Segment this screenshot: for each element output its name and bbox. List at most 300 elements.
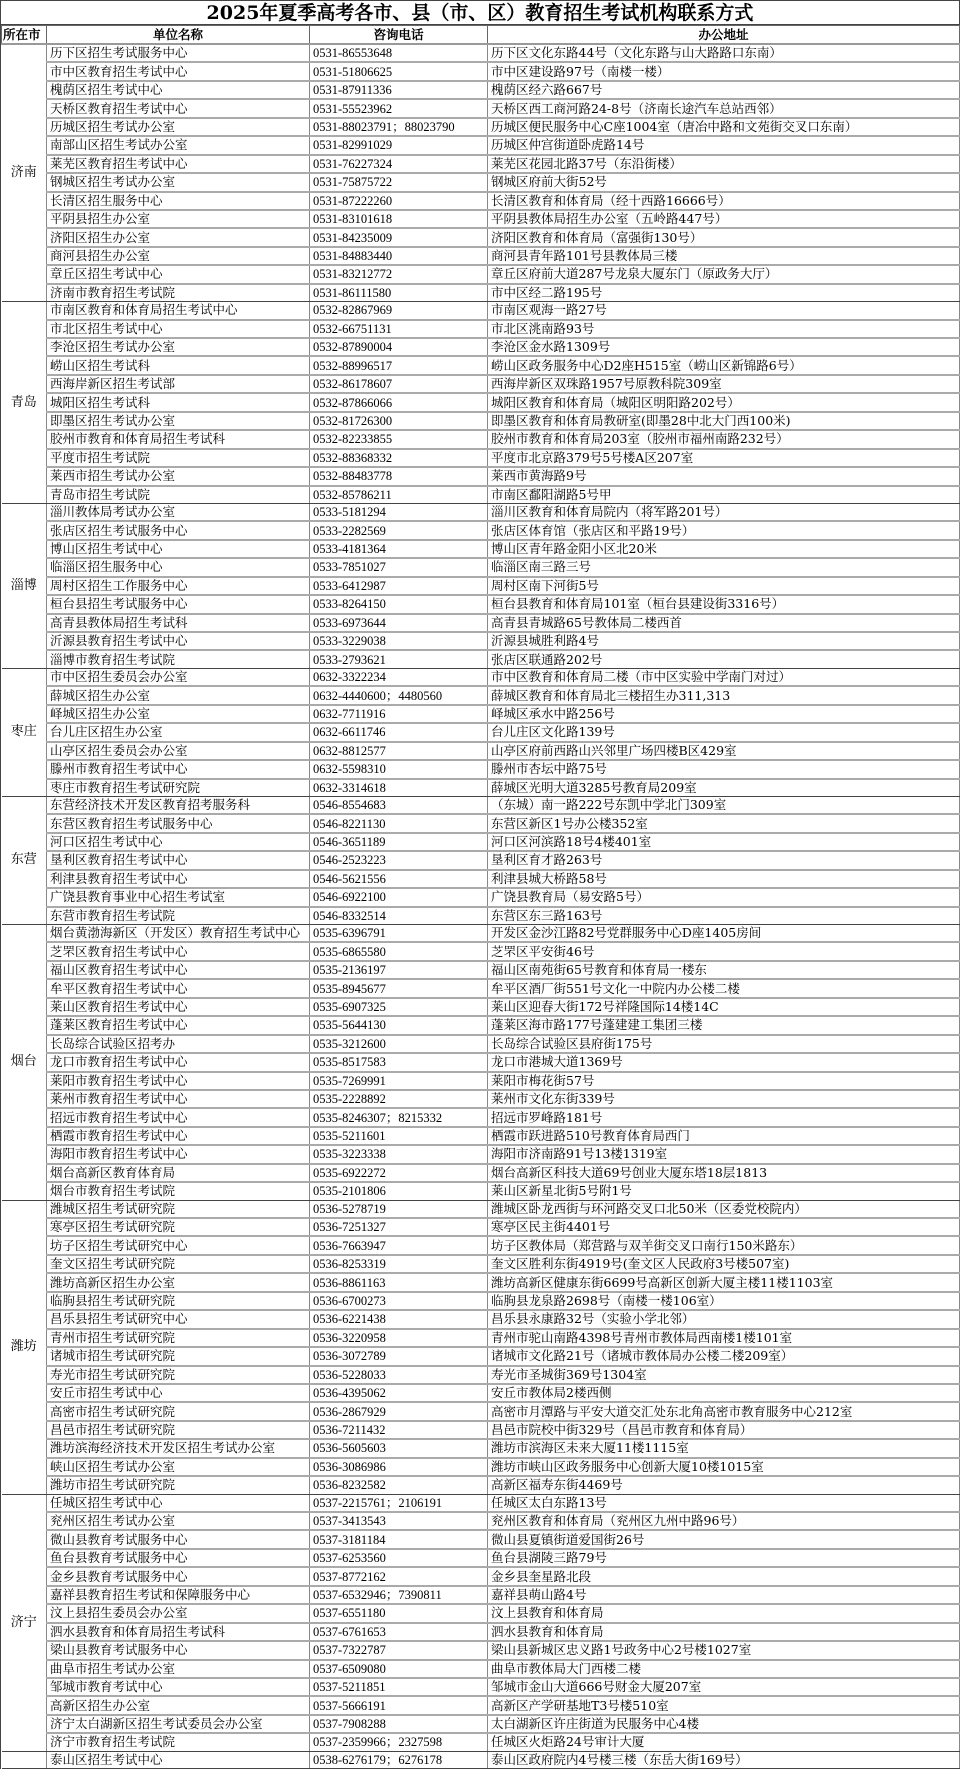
phone-cell: 0535-6907325 [310,998,488,1016]
phone-cell: 0531-87911336 [310,81,488,99]
unit-name-cell: 莱芜区教育招生考试中心 [47,155,310,173]
address-cell: （东城）南一路222号东凯中学北门309室 [488,796,960,814]
phone-cell: 0536-8253319 [310,1255,488,1273]
table-body [2,44,960,1769]
unit-name-cell: 嘉祥县教育招生考试和保障服务中心 [47,1586,310,1604]
unit-name-cell: 河口区招生考试中心 [47,833,310,851]
phone-cell: 0531-82991029 [310,136,488,154]
phone-cell: 0546-8554683 [310,796,488,814]
table-row [2,577,960,595]
phone-cell: 0533-6973644 [310,614,488,632]
city-cell: 枣庄 [2,668,47,796]
address-cell: 博山区青年路金阳小区北20米 [488,540,960,558]
unit-name-cell: 寒亭区招生考试研究院 [47,1218,310,1236]
phone-cell: 0536-7663947 [310,1236,488,1254]
address-cell: 商河县青年路101号县教体局三楼 [488,247,960,265]
phone-cell: 0531-55523962 [310,99,488,117]
phone-cell: 0535-2101806 [310,1182,488,1200]
unit-name-cell: 平阴县招生办公室 [47,210,310,228]
table-row [2,228,960,246]
table-row [2,1145,960,1163]
table-row [2,1310,960,1328]
table-row [2,265,960,283]
phone-cell: 0537-2215761；2106191 [310,1494,488,1512]
address-cell: 兖州区教育和体育局（兖州区九州中路96号） [488,1512,960,1530]
phone-cell: 0533-5181294 [310,503,488,521]
unit-name-cell: 邹城市教育考试中心 [47,1678,310,1696]
phone-cell: 0531-75875722 [310,173,488,191]
phone-cell: 0537-2359966；2327598 [310,1733,488,1751]
phone-cell: 0536-3072789 [310,1347,488,1365]
table-row [2,430,960,448]
address-cell: 台儿庄区文化路139号 [488,723,960,741]
table-row [2,62,960,80]
phone-cell: 0537-7908288 [310,1715,488,1733]
phone-cell: 0632-7711916 [310,705,488,723]
address-cell: 李沧区金水路1309号 [488,338,960,356]
table-row [2,1108,960,1126]
city-cell: 济宁 [2,1494,47,1751]
unit-name-cell: 济宁太白湖新区招生考试委员会办公室 [47,1715,310,1733]
unit-name-cell: 长清区招生服务中心 [47,192,310,210]
phone-cell: 0532-82867969 [310,302,488,320]
phone-cell: 0536-7251327 [310,1218,488,1236]
phone-cell: 0536-5605603 [310,1439,488,1457]
unit-name-cell: 峄城区招生办公室 [47,705,310,723]
unit-name-cell: 微山县教育考试服务中心 [47,1530,310,1548]
table-row [2,1053,960,1071]
unit-name-cell: 泰山区招生考试中心 [47,1751,310,1768]
phone-cell: 0538-6276179；6276178 [310,1751,488,1768]
unit-name-cell: 莱西市招生考试办公室 [47,467,310,485]
phone-cell: 0536-5228033 [310,1366,488,1384]
phone-cell: 0546-8332514 [310,907,488,925]
phone-cell: 0537-6761653 [310,1623,488,1641]
table-row [2,1255,960,1273]
unit-name-cell: 历城区招生考试办公室 [47,118,310,136]
address-cell: 胶州市教育和体育局203室（胶州市福州南路232号） [488,430,960,448]
address-cell: 广饶县教育局（易安路5号） [488,888,960,906]
phone-cell: 0531-83212772 [310,265,488,283]
city-cell [2,1751,47,1768]
address-cell: 海阳市济南路91号13楼1319室 [488,1145,960,1163]
phone-cell: 0537-7322787 [310,1641,488,1659]
table-row [2,1549,960,1567]
unit-name-cell: 临朐县招生考试研究院 [47,1292,310,1310]
address-cell: 即墨区教育和体育局教研室(即墨28中北大门西100米) [488,412,960,430]
unit-name-cell: 烟台黄渤海新区（开发区）教育招生考试中心 [47,925,310,943]
phone-cell: 0532-85786211 [310,486,488,504]
address-cell: 诸城市文化路21号（诸城市教体局办公楼二楼209室） [488,1347,960,1365]
address-cell: 任城区火炬路24号审计大厦 [488,1733,960,1751]
address-cell: 潍城区卧龙西街与环河路交叉口北50米（区委党校院内） [488,1200,960,1218]
phone-cell: 0531-86553648 [310,44,488,62]
unit-name-cell: 山亭区招生委员会办公室 [47,742,310,760]
unit-name-cell: 诸城市招生考试研究院 [47,1347,310,1365]
phone-cell: 0533-2282569 [310,521,488,539]
table-row [2,814,960,832]
phone-cell: 0537-6253560 [310,1549,488,1567]
phone-cell: 0532-88483778 [310,467,488,485]
address-cell: 莱阳市梅花街57号 [488,1072,960,1090]
address-cell: 市中区经二路195号 [488,284,960,302]
table-row [2,173,960,191]
phone-cell: 0532-88368332 [310,449,488,467]
unit-name-cell: 桓台县招生考试服务中心 [47,595,310,613]
unit-name-cell: 芝罘区教育招生考试中心 [47,942,310,960]
unit-name-cell: 沂源县教育招生考试中心 [47,632,310,650]
phone-cell: 0632-8812577 [310,742,488,760]
phone-cell: 0537-8772162 [310,1567,488,1585]
phone-cell: 0536-5278719 [310,1200,488,1218]
address-cell: 寒亭区民主街4401号 [488,1218,960,1236]
unit-name-cell: 峡山区招生考试办公室 [47,1458,310,1476]
table-row [2,81,960,99]
unit-name-cell: 福山区教育招生考试中心 [47,961,310,979]
address-cell: 芝罘区平安街46号 [488,942,960,960]
unit-name-cell: 李沧区招生考试办公室 [47,338,310,356]
address-cell: 招远市罗峰路181号 [488,1108,960,1126]
phone-cell: 0531-84883440 [310,247,488,265]
unit-name-cell: 博山区招生考试中心 [47,540,310,558]
table-row [2,796,960,814]
address-cell: 钢城区府前大街52号 [488,173,960,191]
unit-name-cell: 枣庄市教育招生考试研究院 [47,779,310,797]
table-row [2,192,960,210]
address-cell: 历下区文化东路44号（文化东路与山大路路口东南） [488,44,960,62]
unit-name-cell: 鱼台县教育考试服务中心 [47,1549,310,1567]
table-row [2,558,960,576]
table-row [2,1494,960,1512]
phone-cell: 0537-5211851 [310,1678,488,1696]
phone-cell: 0535-5644130 [310,1016,488,1034]
header-city: 所在市 [2,26,47,45]
table-row [2,1641,960,1659]
unit-name-cell: 莱阳市教育招生考试中心 [47,1072,310,1090]
phone-cell: 0537-3413543 [310,1512,488,1530]
unit-name-cell: 台儿庄区招生办公室 [47,723,310,741]
phone-cell: 0536-3220958 [310,1329,488,1347]
phone-cell: 0537-6532946；7390811 [310,1586,488,1604]
address-cell: 高青县青城路65号教体局二楼西首 [488,614,960,632]
table-row [2,1586,960,1604]
address-cell: 微山县夏镇街道爱国街26号 [488,1530,960,1548]
table-row [2,1090,960,1108]
address-cell: 张店区体育馆（张店区和平路19号） [488,521,960,539]
table-row [2,320,960,338]
unit-name-cell: 商河县招生办公室 [47,247,310,265]
table-row [2,1604,960,1622]
phone-cell: 0536-2867929 [310,1402,488,1420]
table-row [2,1421,960,1439]
address-cell: 市中区教育和体育局二楼（市中区实验中学南门对过） [488,668,960,686]
unit-name-cell: 济阳区招生办公室 [47,228,310,246]
table-row [2,668,960,686]
table-row [2,210,960,228]
address-cell: 潍坊高新区健康东街6699号高新区创新大厦主楼11楼1103室 [488,1273,960,1291]
phone-cell: 0546-3651189 [310,833,488,851]
table-row [2,302,960,320]
unit-name-cell: 烟台市教育招生考试院 [47,1182,310,1200]
phone-cell: 0536-6700273 [310,1292,488,1310]
table-row [2,595,960,613]
address-cell: 平阴县教体局招生办公室（五岭路447号） [488,210,960,228]
table-row [2,284,960,302]
address-cell: 泗水县教育和体育局 [488,1623,960,1641]
address-cell: 长岛综合试验区县府街175号 [488,1035,960,1053]
unit-name-cell: 潍坊市招生考试研究院 [47,1476,310,1494]
unit-name-cell: 历下区招生考试服务中心 [47,44,310,62]
address-cell: 东营区新区1号办公楼352室 [488,814,960,832]
city-cell: 青岛 [2,302,47,504]
unit-name-cell: 东营经济技术开发区教育招考服务科 [47,796,310,814]
table-row [2,1530,960,1548]
address-cell: 任城区太白东路13号 [488,1494,960,1512]
unit-name-cell: 潍坊高新区招生办公室 [47,1273,310,1291]
address-cell: 莱州市文化东街339号 [488,1090,960,1108]
address-cell: 栖霞市跃进路510号教育体育局西门 [488,1127,960,1145]
phone-cell: 0531-51806625 [310,62,488,80]
unit-name-cell: 金乡县教育考试服务中心 [47,1567,310,1585]
phone-cell: 0532-81726300 [310,412,488,430]
unit-name-cell: 天桥区教育招生考试中心 [47,99,310,117]
phone-cell: 0533-4181364 [310,540,488,558]
table-row [2,723,960,741]
unit-name-cell: 薛城区招生办公室 [47,686,310,704]
unit-name-cell: 烟台高新区教育体育局 [47,1164,310,1182]
unit-name-cell: 周村区招生工作服务中心 [47,577,310,595]
address-cell: 山亭区府前西路山兴邻里广场四楼B区429室 [488,742,960,760]
unit-name-cell: 潍城区招生考试研究院 [47,1200,310,1218]
table-row [2,1512,960,1530]
address-cell: 潍坊市峡山区政务服务中心创新大厦10楼1015室 [488,1458,960,1476]
city-cell: 东营 [2,796,47,924]
phone-cell: 0531-87222260 [310,192,488,210]
phone-cell: 0537-3181184 [310,1530,488,1548]
unit-name-cell: 城阳区招生考试科 [47,393,310,411]
address-cell: 沂源县城胜利路4号 [488,632,960,650]
address-cell: 长清区教育和体育局（经十西路16666号） [488,192,960,210]
unit-name-cell: 莱州市教育招生考试中心 [47,1090,310,1108]
address-cell: 青州市驼山南路4398号青州市教体局西南楼1楼101室 [488,1329,960,1347]
unit-name-cell: 东营区教育招生考试服务中心 [47,814,310,832]
unit-name-cell: 东营市教育招生考试院 [47,907,310,925]
table-row [2,1715,960,1733]
unit-name-cell: 泗水县教育和体育局招生考试科 [47,1623,310,1641]
address-cell: 邹城市金山大道666号财金大厦207室 [488,1678,960,1696]
address-cell: 西海岸新区双珠路1957号原教科院309室 [488,375,960,393]
unit-name-cell: 济南市教育招生考试院 [47,284,310,302]
unit-name-cell: 奎文区招生考试研究院 [47,1255,310,1273]
unit-name-cell: 兖州区招生考试办公室 [47,1512,310,1530]
address-cell: 东营区东三路163号 [488,907,960,925]
address-cell: 天桥区西工商河路24-8号（济南长途汽车总站西邻） [488,99,960,117]
phone-cell: 0532-66751131 [310,320,488,338]
unit-name-cell: 滕州市教育招生考试中心 [47,760,310,778]
address-cell: 坊子区教体局（郑营路与双羊街交叉口南行150米路东） [488,1236,960,1254]
address-cell: 金乡县奎星路北段 [488,1567,960,1585]
address-cell: 福山区南苑街65号教育和体育局一楼东 [488,961,960,979]
city-cell: 淄博 [2,503,47,668]
unit-name-cell: 海阳市教育招生考试中心 [47,1145,310,1163]
header-unit-name: 单位名称 [47,26,310,45]
table-row [2,1660,960,1678]
unit-name-cell: 广饶县教育事业中心招生考试室 [47,888,310,906]
phone-cell: 0536-3086986 [310,1458,488,1476]
phone-cell: 0532-87866066 [310,393,488,411]
phone-cell: 0531-76227324 [310,155,488,173]
address-cell: 市中区建设路97号（南楼一楼） [488,62,960,80]
unit-name-cell: 市北区招生考试中心 [47,320,310,338]
address-cell: 张店区联通路202号 [488,650,960,668]
address-cell: 莱山区迎春大街172号祥隆国际14楼14C [488,998,960,1016]
table-row [2,467,960,485]
table-row [2,155,960,173]
phone-cell: 0532-88996517 [310,356,488,374]
unit-name-cell: 蓬莱区教育招生考试中心 [47,1016,310,1034]
unit-name-cell: 长岛综合试验区招考办 [47,1035,310,1053]
header-phone: 咨询电话 [310,26,488,45]
address-cell: 嘉祥县萌山路4号 [488,1586,960,1604]
address-cell: 寿光市圣城街369号1304室 [488,1366,960,1384]
table-row [2,118,960,136]
table-row [2,338,960,356]
address-cell: 蓬莱区海市路177号蓬建建工集团三楼 [488,1016,960,1034]
address-cell: 泰山区政府院内4号楼三楼（东岳大街169号） [488,1751,960,1768]
unit-name-cell: 市中区招生委员会办公室 [47,668,310,686]
address-cell: 垦利区育才路263号 [488,851,960,869]
address-cell: 河口区河滨路18号4楼401室 [488,833,960,851]
table-row [2,833,960,851]
table-row [2,1384,960,1402]
table-row [2,1347,960,1365]
table-row [2,614,960,632]
table-row [2,705,960,723]
table-row [2,1329,960,1347]
table-row [2,449,960,467]
unit-name-cell: 淄博市教育招生考试院 [47,650,310,668]
table-row [2,1623,960,1641]
table-row [2,486,960,504]
address-cell: 临朐县龙泉路2698号（南楼一楼106室） [488,1292,960,1310]
address-cell: 章丘区府前大道287号龙泉大厦东门（原政务大厅） [488,265,960,283]
unit-name-cell: 曲阜市招生考试办公室 [47,1660,310,1678]
address-cell: 曲阜市教体局大门西楼二楼 [488,1660,960,1678]
phone-cell: 0535-8246307；8215332 [310,1108,488,1126]
unit-name-cell: 龙口市教育招生考试中心 [47,1053,310,1071]
unit-name-cell: 临淄区招生服务中心 [47,558,310,576]
table-row [2,1733,960,1751]
unit-name-cell: 青州市招生考试研究院 [47,1329,310,1347]
address-cell: 莱芜区花园北路37号（东沿街楼） [488,155,960,173]
address-cell: 安丘市教体局2楼西侧 [488,1384,960,1402]
unit-name-cell: 梁山县教育考试服务中心 [47,1641,310,1659]
address-cell: 莱西市黄海路9号 [488,467,960,485]
address-cell: 莱山区新星北街5号附1号 [488,1182,960,1200]
phone-cell: 0536-4395062 [310,1384,488,1402]
phone-cell: 0632-5598310 [310,760,488,778]
unit-name-cell: 昌乐县招生考试研究中心 [47,1310,310,1328]
city-cell: 潍坊 [2,1200,47,1494]
table-row [2,247,960,265]
phone-cell: 0533-6412987 [310,577,488,595]
phone-cell: 0533-2793621 [310,650,488,668]
address-cell: 峄城区承水中路256号 [488,705,960,723]
table-row [2,1072,960,1090]
table-row [2,1366,960,1384]
header-address: 办公地址 [488,26,960,45]
address-cell: 开发区金沙江路82号党群服务中心D座1405房间 [488,925,960,943]
table-row [2,632,960,650]
table-row [2,1016,960,1034]
address-cell: 市南区观海一路27号 [488,302,960,320]
phone-cell: 0537-5666191 [310,1696,488,1714]
unit-name-cell: 淄川教体局考试办公室 [47,503,310,521]
unit-name-cell: 章丘区招生考试中心 [47,265,310,283]
city-cell: 济南 [2,44,47,302]
address-cell: 平度市北京路379号5号楼A区207室 [488,449,960,467]
table-row [2,907,960,925]
address-cell: 历城区仲宫街道卧虎路14号 [488,136,960,154]
phone-cell: 0535-7269991 [310,1072,488,1090]
table-row [2,1696,960,1714]
unit-name-cell: 高密市招生考试研究院 [47,1402,310,1420]
address-cell: 薛城区教育和体育局北三楼招生办311,313 [488,686,960,704]
table-row [2,1751,960,1768]
table-row [2,1402,960,1420]
unit-name-cell: 市南区教育和体育局招生考试中心 [47,302,310,320]
phone-cell: 0632-6611746 [310,723,488,741]
address-cell: 汶上县教育和体育局 [488,1604,960,1622]
table-row [2,650,960,668]
phone-cell: 0536-8861163 [310,1273,488,1291]
phone-cell: 0546-2523223 [310,851,488,869]
unit-name-cell: 槐荫区招生考试中心 [47,81,310,99]
table-row [2,375,960,393]
phone-cell: 0533-7851027 [310,558,488,576]
table-row [2,1200,960,1218]
address-cell: 梁山县新城区忠义路1号政务中心2号楼1027室 [488,1641,960,1659]
unit-name-cell: 坊子区招生考试研究中心 [47,1236,310,1254]
unit-name-cell: 南部山区招生考试办公室 [47,136,310,154]
phone-cell: 0536-8232582 [310,1476,488,1494]
table-row [2,1035,960,1053]
table-row [2,1439,960,1457]
address-cell: 滕州市杏坛中路75号 [488,760,960,778]
phone-cell: 0531-84235009 [310,228,488,246]
phone-cell: 0632-4440600；4480560 [310,686,488,704]
address-cell: 昌乐县永康路32号（实验小学北邻） [488,1310,960,1328]
phone-cell: 0535-8945677 [310,979,488,997]
phone-cell: 0531-86111580 [310,284,488,302]
unit-name-cell: 利津县教育招生考试中心 [47,870,310,888]
phone-cell: 0533-8264150 [310,595,488,613]
address-cell: 牟平区酒厂街551号文化一中院内办公楼二楼 [488,979,960,997]
phone-cell: 0537-6551180 [310,1604,488,1622]
table-row [2,686,960,704]
contacts-table [1,25,960,1769]
table-row [2,870,960,888]
unit-name-cell: 潍坊滨海经济技术开发区招生考试办公室 [47,1439,310,1457]
table-row [2,1273,960,1291]
table-row [2,742,960,760]
phone-cell: 0535-3212600 [310,1035,488,1053]
address-cell: 烟台高新区科技大道69号创业大厦东塔18层1813 [488,1164,960,1182]
address-cell: 历城区便民服务中心C座1004室（唐冶中路和文苑街交叉口东南） [488,118,960,136]
address-cell: 昌邑市院校中街329号（昌邑市教育和体育局） [488,1421,960,1439]
phone-cell: 0536-7211432 [310,1421,488,1439]
phone-cell: 0632-3322234 [310,668,488,686]
